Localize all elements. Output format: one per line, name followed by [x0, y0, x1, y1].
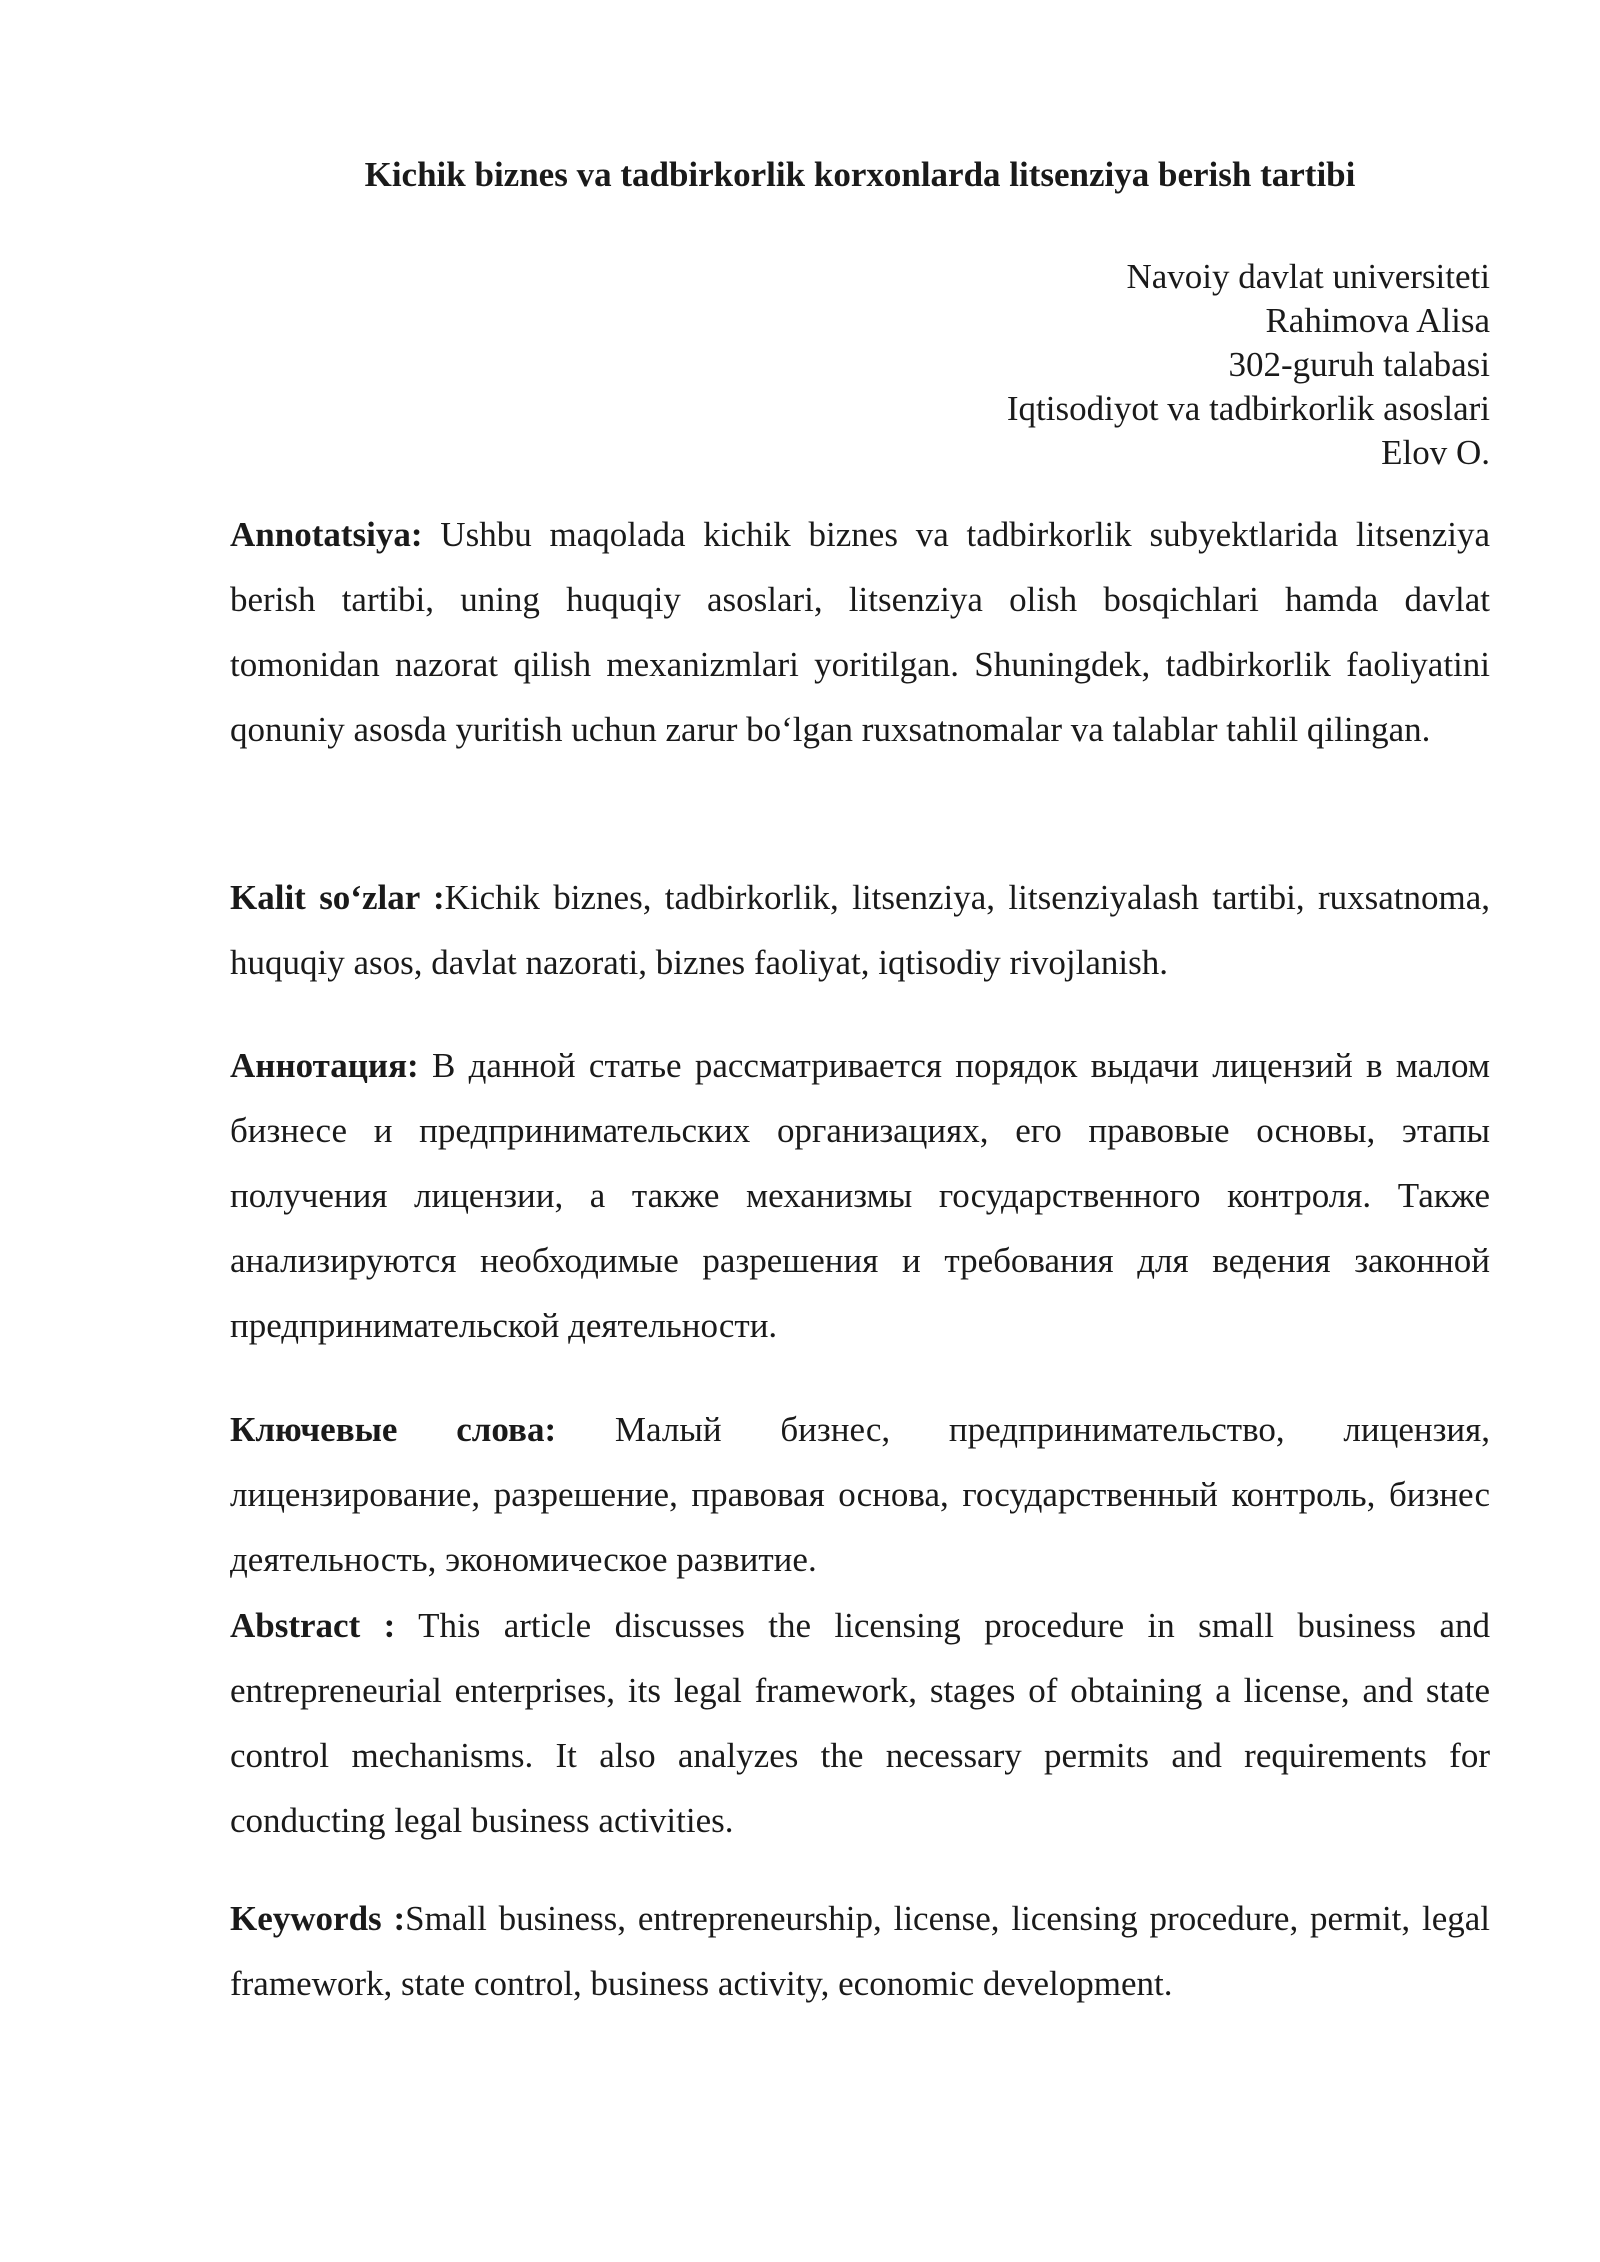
paper-title: Kichik biznes va tadbirkorlik korxonlarda litsenziya berish tartibi [364, 155, 1356, 194]
annotation-uz-label: Annotatsiya: [230, 515, 423, 554]
abstract-en [230, 1593, 1490, 1853]
keywords-en [230, 1886, 1490, 2016]
student-group: 302-guruh talabasi [1228, 345, 1490, 384]
annotation-ru [230, 1033, 1490, 1358]
keywords-ru-text: Малый бизнес, предпринимательство, лицензия, лицензирование, разрешение, правовая основа, государственный контроль, бизнес деятельность, экономическое развитие. [230, 1410, 1490, 1579]
university-name: Navoiy davlat universiteti [1126, 257, 1490, 296]
annotation-uz-text: Ushbu maqolada kichik biznes va tadbirkorlik subyektlarida litsenziya berish tartibi, uning huquqiy asoslari, litsenziya olish bosqichlari hamda davlat tomonidan nazorat qilish mexanizmlari yoritilgan. Shuningdek, tadbirkorlik faoliyatini qonuniy asosda yuritish uchun zarur bo‘lgan ruxsatnomalar va talablar tahlil qilingan. [230, 515, 1490, 749]
annotation-ru-text: В данной статье рассматривается порядок выдачи лицензий в малом бизнесе и предпринимательских организациях, его правовые основы, этапы получения лицензии, а также механизмы государственного контроля. Также анализируются необходимые разрешения и требования для ведения законной предпринимательской деятельности. [230, 1046, 1490, 1345]
keywords-en-label: Keywords : [230, 1899, 406, 1938]
keywords-ru-label: Ключевые слова: [230, 1410, 557, 1449]
annotation-uz [230, 502, 1490, 762]
supervisor-name: Elov O. [1381, 433, 1490, 472]
author-affiliation-block [230, 255, 1490, 475]
keywords-ru [230, 1397, 1490, 1592]
author-name: Rahimova Alisa [1265, 301, 1490, 340]
annotation-ru-label: Аннотация: [230, 1046, 419, 1085]
keywords-uz-text: Kichik biznes, tadbirkorlik, litsenziya, litsenziyalash tartibi, ruxsatnoma, huquqiy asos, davlat nazorati, biznes faoliyat, iqtisodiy rivojlanish. [230, 878, 1491, 982]
abstract-en-text: This article discusses the licensing procedure in small business and entrepreneurial enterprises, its legal framework, stages of obtaining a license, and state control mechanisms. It also analyzes the necessary permits and requirements for conducting legal business activities. [230, 1606, 1490, 1840]
department-name: Iqtisodiyot va tadbirkorlik asoslari [1006, 389, 1490, 428]
keywords-uz [230, 865, 1490, 995]
keywords-en-text: Small business, entrepreneurship, license, licensing procedure, permit, legal framework, state control, business activity, economic development. [230, 1899, 1490, 2003]
keywords-uz-label: Kalit so‘zlar : [230, 878, 445, 917]
abstract-en-label: Abstract : [230, 1606, 396, 1645]
